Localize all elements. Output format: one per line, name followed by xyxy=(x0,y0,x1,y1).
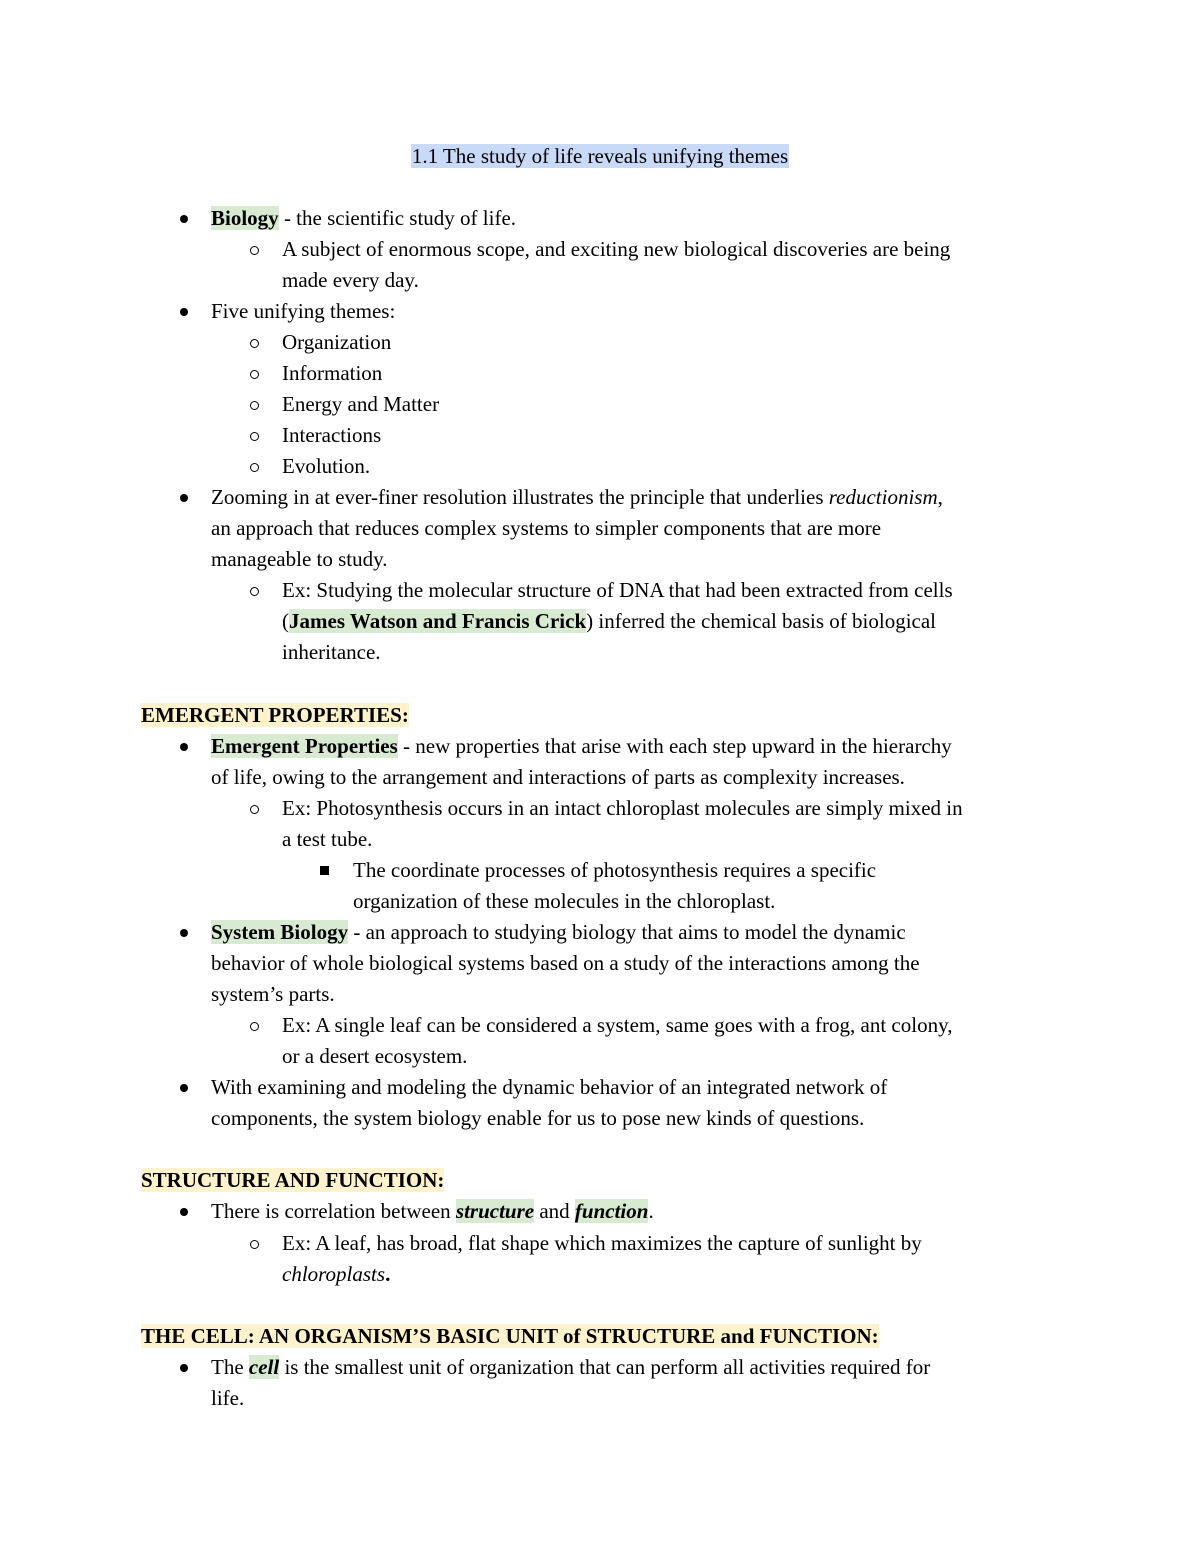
list-item: Ex: Photosynthesis occurs in an intact chloroplast molecules are simply mixed in xyxy=(282,796,963,820)
list-item: Energy and Matter xyxy=(282,392,440,416)
list-item: or a desert ecosystem. xyxy=(282,1044,468,1068)
circle-bullet-icon xyxy=(250,246,259,255)
list-item: organization of these molecules in the chloroplast. xyxy=(353,889,776,913)
circle-bullet-icon xyxy=(250,339,259,348)
circle-bullet-icon xyxy=(250,1240,259,1249)
square-bullet-icon xyxy=(320,866,329,875)
list-item: Five unifying themes: xyxy=(211,299,396,323)
list-item: There is correlation between structure and function. xyxy=(211,1199,654,1223)
term-system-biology: System Biology xyxy=(211,920,349,944)
list-item: behavior of whole biological systems based on a study of the interactions among the xyxy=(211,951,920,975)
list-item: Zooming in at ever-finer resolution illustrates the principle that underlies reductionism, xyxy=(211,485,943,509)
list-item: manageable to study. xyxy=(211,547,388,571)
bullet-icon xyxy=(180,308,188,316)
circle-bullet-icon xyxy=(250,587,259,596)
term-function: function xyxy=(574,1199,649,1223)
bullet-icon xyxy=(180,929,188,937)
list-item: Ex: Studying the molecular structure of DNA that had been extracted from cells xyxy=(282,578,953,602)
bullet-icon xyxy=(180,1084,188,1092)
list-item: system’s parts. xyxy=(211,982,335,1006)
circle-bullet-icon xyxy=(250,370,259,379)
term-reductionism: reductionism xyxy=(828,485,938,509)
circle-bullet-icon xyxy=(250,1022,259,1031)
list-item: life. xyxy=(211,1386,245,1410)
list-item: (James Watson and Francis Crick) inferred the chemical basis of biological xyxy=(282,609,937,633)
list-item: System Biology - an approach to studying biology that aims to model the dynamic xyxy=(211,920,906,944)
list-item: of life, owing to the arrangement and interactions of parts as complexity increases. xyxy=(211,765,905,789)
list-item: an approach that reduces complex systems to simpler components that are more xyxy=(211,516,882,540)
section-heading: THE CELL: AN ORGANISM’S BASIC UNIT of STRUCTURE and FUNCTION: xyxy=(141,1324,879,1348)
list-item: chloroplasts. xyxy=(282,1262,391,1286)
circle-bullet-icon xyxy=(250,463,259,472)
list-item: Organization xyxy=(282,330,392,354)
list-item: Ex: A single leaf can be considered a system, same goes with a frog, ant colony, xyxy=(282,1013,953,1037)
term-biology: Biology xyxy=(211,206,279,230)
bullet-icon xyxy=(180,1364,188,1372)
list-item: Ex: A leaf, has broad, flat shape which maximizes the capture of sunlight by xyxy=(282,1231,922,1255)
list-item: Interactions xyxy=(282,423,382,447)
bullet-icon xyxy=(180,215,188,223)
list-item: The cell is the smallest unit of organization that can perform all activities required for xyxy=(211,1355,931,1379)
section-heading: EMERGENT PROPERTIES: xyxy=(141,703,409,727)
circle-bullet-icon xyxy=(250,401,259,410)
circle-bullet-icon xyxy=(250,805,259,814)
list-item: Information xyxy=(282,361,383,385)
bullet-icon xyxy=(180,1208,188,1216)
list-item: made every day. xyxy=(282,268,419,292)
list-item: Evolution. xyxy=(282,454,371,478)
page-title: 1.1 The study of life reveals unifying themes xyxy=(411,144,789,168)
term-structure: structure xyxy=(455,1199,535,1223)
term-watson-crick: James Watson and Francis Crick xyxy=(289,609,587,633)
list-item: inheritance. xyxy=(282,640,381,664)
list-item: a test tube. xyxy=(282,827,373,851)
bullet-icon xyxy=(180,743,188,751)
term-chloroplasts: chloroplasts xyxy=(282,1262,386,1286)
list-item: Emergent Properties - new properties that arise with each step upward in the hierarchy xyxy=(211,734,952,758)
list-item: The coordinate processes of photosynthesis requires a specific xyxy=(353,858,877,882)
section-heading: STRUCTURE AND FUNCTION: xyxy=(141,1168,445,1192)
list-item: components, the system biology enable for us to pose new kinds of questions. xyxy=(211,1106,865,1130)
bullet-icon xyxy=(180,494,188,502)
list-item: Biology - the scientific study of life. xyxy=(211,206,517,230)
list-item: A subject of enormous scope, and exciting new biological discoveries are being xyxy=(282,237,951,261)
term-cell: cell xyxy=(248,1355,280,1379)
term-emergent-properties: Emergent Properties xyxy=(211,734,398,758)
circle-bullet-icon xyxy=(250,432,259,441)
list-item: With examining and modeling the dynamic behavior of an integrated network of xyxy=(211,1075,888,1099)
